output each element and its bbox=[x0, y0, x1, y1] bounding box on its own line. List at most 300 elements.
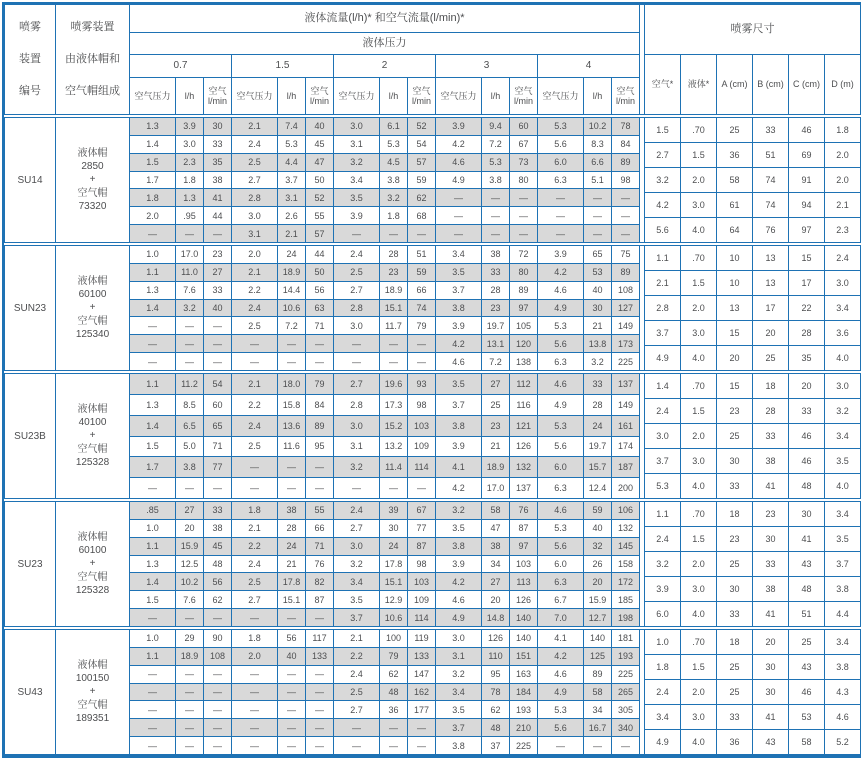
flow-cell: 3.7 bbox=[436, 282, 481, 299]
flow-cell: 68 bbox=[408, 207, 435, 224]
flow-cell: 23 bbox=[204, 246, 231, 263]
flow-cell: 5.3 bbox=[538, 416, 583, 436]
flow-cell: — bbox=[130, 684, 175, 701]
flow-cell: 200 bbox=[612, 478, 639, 498]
flow-cell: 3.2 bbox=[436, 666, 481, 683]
flow-cell: 6.3 bbox=[538, 573, 583, 590]
flow-cell: 187 bbox=[612, 457, 639, 477]
flow-cell: 2.0 bbox=[232, 246, 277, 263]
header-flow-title: 液体流量(l/h)* 和空气流量(l/min)* bbox=[130, 5, 639, 32]
spray-cell: 36 bbox=[717, 143, 752, 167]
flow-cell: 7.2 bbox=[482, 353, 509, 370]
flow-cell: 48 bbox=[482, 719, 509, 736]
flow-cell: 87 bbox=[306, 591, 333, 608]
spray-cell: 3.4 bbox=[645, 705, 680, 729]
flow-cell: 2.1 bbox=[232, 520, 277, 537]
flow-cell: 2.5 bbox=[334, 684, 379, 701]
flow-cell: 3.1 bbox=[334, 136, 379, 153]
flow-cell: 114 bbox=[408, 457, 435, 477]
flow-cell: 95 bbox=[306, 437, 333, 457]
spray-cell: 13 bbox=[753, 246, 788, 270]
flow-cell: — bbox=[130, 225, 175, 242]
spray-cell: .70 bbox=[681, 374, 716, 398]
device-group-SU14 bbox=[4, 117, 861, 243]
spray-cell: 4.2 bbox=[645, 193, 680, 217]
flow-cell: — bbox=[232, 701, 277, 718]
flow-cell: 12.9 bbox=[380, 591, 407, 608]
spray-cell: 4.0 bbox=[681, 218, 716, 242]
flow-cell: — bbox=[278, 666, 305, 683]
flow-cell: — bbox=[176, 478, 203, 498]
flow-cell: — bbox=[176, 719, 203, 736]
flow-cell: 3.9 bbox=[176, 118, 203, 135]
flow-cell: — bbox=[232, 684, 277, 701]
flow-cell: 108 bbox=[204, 648, 231, 665]
flow-cell: — bbox=[482, 189, 509, 206]
flow-cell: 1.7 bbox=[130, 457, 175, 477]
spray-cell: 51 bbox=[789, 602, 824, 626]
flow-cell: 210 bbox=[510, 719, 537, 736]
flow-cell: 3.1 bbox=[232, 225, 277, 242]
flow-cell: 15.9 bbox=[584, 591, 611, 608]
spray-cell: 25 bbox=[717, 655, 752, 679]
header-caps-line: 由液体帽和 bbox=[65, 53, 120, 66]
flow-cell: 5.1 bbox=[584, 172, 611, 189]
spray-cell: 3.4 bbox=[825, 424, 860, 448]
device-caps-line: 空气帽 bbox=[77, 187, 108, 199]
spray-cell: 28 bbox=[753, 399, 788, 423]
header-spray-col: A (cm) bbox=[717, 55, 752, 114]
spray-cell: 2.4 bbox=[645, 680, 680, 704]
flow-cell: 137 bbox=[612, 374, 639, 394]
flow-cell: 98 bbox=[408, 395, 435, 415]
spray-cell: 3.2 bbox=[645, 552, 680, 576]
spray-cell: 1.5 bbox=[681, 655, 716, 679]
flow-cell: 78 bbox=[612, 118, 639, 135]
spray-cell: 3.4 bbox=[825, 502, 860, 526]
flow-cell: — bbox=[306, 353, 333, 370]
flow-cell: 26 bbox=[584, 556, 611, 573]
flow-cell: 1.4 bbox=[130, 136, 175, 153]
spray-cell: 6.0 bbox=[645, 602, 680, 626]
flow-cell: 65 bbox=[204, 416, 231, 436]
flow-cell: — bbox=[482, 207, 509, 224]
spray-cell: 25 bbox=[789, 630, 824, 654]
flow-cell: 32 bbox=[584, 538, 611, 555]
spray-cell: 53 bbox=[789, 705, 824, 729]
flow-cell: 1.8 bbox=[380, 207, 407, 224]
flow-cell: 44 bbox=[306, 246, 333, 263]
flow-cell: 3.8 bbox=[436, 300, 481, 317]
flow-cell: 193 bbox=[510, 701, 537, 718]
spray-cell: 3.0 bbox=[681, 705, 716, 729]
flow-cell: 15.1 bbox=[380, 573, 407, 590]
flow-cell: 19.7 bbox=[584, 437, 611, 457]
flow-cell: 13.2 bbox=[380, 437, 407, 457]
flow-cell: 132 bbox=[612, 520, 639, 537]
flow-cell: — bbox=[130, 353, 175, 370]
flow-cell: 4.6 bbox=[436, 154, 481, 171]
spray-cell: 1.5 bbox=[681, 527, 716, 551]
spray-cell: 41 bbox=[753, 705, 788, 729]
flow-cell: — bbox=[538, 207, 583, 224]
flow-cell: 57 bbox=[408, 154, 435, 171]
flow-cell: 56 bbox=[204, 573, 231, 590]
flow-cell: 145 bbox=[612, 538, 639, 555]
flow-cell: 2.4 bbox=[232, 556, 277, 573]
spray-cell: 3.2 bbox=[825, 399, 860, 423]
device-caps-line: + bbox=[89, 686, 96, 698]
flow-cell: — bbox=[130, 701, 175, 718]
flow-cell: 3.8 bbox=[436, 737, 481, 754]
spray-cell: .70 bbox=[681, 502, 716, 526]
flow-cell: — bbox=[510, 225, 537, 242]
flow-cell: 121 bbox=[510, 416, 537, 436]
spray-cell: 4.6 bbox=[825, 705, 860, 729]
flow-cell: 133 bbox=[306, 648, 333, 665]
flow-cell: — bbox=[130, 317, 175, 334]
spray-cell: 46 bbox=[789, 449, 824, 473]
flow-cell: 3.2 bbox=[436, 502, 481, 519]
spray-cell: 33 bbox=[717, 474, 752, 498]
spray-cell: 43 bbox=[753, 730, 788, 754]
spray-cell: 76 bbox=[753, 218, 788, 242]
flow-cell: 2.1 bbox=[232, 264, 277, 281]
flow-cell: 10.6 bbox=[278, 300, 305, 317]
flow-cell: 3.7 bbox=[436, 719, 481, 736]
flow-cell: 4.6 bbox=[538, 374, 583, 394]
flow-cell: 24 bbox=[278, 246, 305, 263]
spray-cell: 3.0 bbox=[681, 449, 716, 473]
flow-cell: 40 bbox=[584, 282, 611, 299]
spray-cell: 2.0 bbox=[681, 296, 716, 320]
spray-cell: 2.0 bbox=[681, 424, 716, 448]
flow-cell: 27 bbox=[204, 264, 231, 281]
flow-cell: 140 bbox=[584, 630, 611, 647]
spray-cell: 64 bbox=[717, 218, 752, 242]
flow-cell: 15.1 bbox=[278, 591, 305, 608]
spray-cell: 1.1 bbox=[645, 502, 680, 526]
flow-cell: 5.6 bbox=[538, 719, 583, 736]
spray-cell: 33 bbox=[717, 602, 752, 626]
flow-cell: 79 bbox=[380, 648, 407, 665]
flow-cell: 2.4 bbox=[232, 136, 277, 153]
flow-cell: 3.2 bbox=[334, 556, 379, 573]
flow-cell: 6.3 bbox=[538, 478, 583, 498]
flow-cell: 2.8 bbox=[334, 395, 379, 415]
flow-cell: 89 bbox=[612, 264, 639, 281]
flow-cell: — bbox=[612, 207, 639, 224]
spray-cell: 15 bbox=[717, 321, 752, 345]
flow-cell: 137 bbox=[510, 478, 537, 498]
header-device-number-line: 装置 bbox=[19, 53, 41, 66]
spray-cell: 3.0 bbox=[681, 193, 716, 217]
device-caps-line: 液体帽 bbox=[77, 660, 108, 672]
flow-cell: 1.8 bbox=[232, 502, 277, 519]
flow-cell: 3.9 bbox=[334, 207, 379, 224]
flow-cell: 100 bbox=[380, 630, 407, 647]
flow-cell: — bbox=[176, 609, 203, 626]
flow-cell: 3.0 bbox=[436, 630, 481, 647]
header-sub-col: 空气压力 bbox=[334, 78, 379, 114]
flow-cell: 1.3 bbox=[130, 282, 175, 299]
flow-cell: — bbox=[204, 335, 231, 352]
flow-cell: — bbox=[334, 225, 379, 242]
flow-cell: 3.2 bbox=[380, 189, 407, 206]
spray-cell: 5.6 bbox=[645, 218, 680, 242]
flow-cell: 1.8 bbox=[176, 172, 203, 189]
flow-cell: 13.1 bbox=[482, 335, 509, 352]
flow-cell: 5.3 bbox=[538, 317, 583, 334]
header-spray-col: 空气* bbox=[645, 55, 680, 114]
flow-cell: — bbox=[232, 457, 277, 477]
flow-cell: 5.6 bbox=[538, 335, 583, 352]
flow-cell: 3.9 bbox=[436, 118, 481, 135]
device-caps-line: 40100 bbox=[78, 417, 107, 429]
flow-cell: 27 bbox=[176, 502, 203, 519]
header-spray-size-title: 喷雾尺寸 bbox=[645, 5, 860, 54]
flow-cell: 17.8 bbox=[278, 573, 305, 590]
flow-cell: — bbox=[278, 737, 305, 754]
flow-cell: 3.0 bbox=[334, 317, 379, 334]
spray-dimensions bbox=[645, 246, 860, 370]
flow-cell: 79 bbox=[306, 374, 333, 394]
flow-cell: — bbox=[584, 225, 611, 242]
flow-cell: 3.0 bbox=[334, 416, 379, 436]
flow-cell: 71 bbox=[204, 437, 231, 457]
flow-cell: 18.9 bbox=[380, 282, 407, 299]
spray-cell: 23 bbox=[717, 399, 752, 423]
flow-cell: — bbox=[204, 719, 231, 736]
flow-cell: 18.9 bbox=[176, 648, 203, 665]
flow-cell: 4.1 bbox=[436, 457, 481, 477]
header-sub-col: 空气 l/min bbox=[204, 78, 231, 114]
flow-cell: 6.3 bbox=[538, 353, 583, 370]
flow-cell: — bbox=[130, 719, 175, 736]
flow-cell: 10.2 bbox=[584, 118, 611, 135]
flow-cell: 3.2 bbox=[334, 154, 379, 171]
flow-cell: — bbox=[306, 478, 333, 498]
flow-cell: 1.5 bbox=[130, 437, 175, 457]
spray-cell: 15 bbox=[789, 246, 824, 270]
flow-cell: 55 bbox=[306, 207, 333, 224]
flow-cell: 3.7 bbox=[278, 172, 305, 189]
flow-cell: 2.1 bbox=[278, 225, 305, 242]
flow-cell: — bbox=[436, 189, 481, 206]
flow-cell: 4.2 bbox=[538, 264, 583, 281]
flow-cell: — bbox=[204, 737, 231, 754]
flow-cell: 21 bbox=[482, 437, 509, 457]
spray-cell: 48 bbox=[789, 577, 824, 601]
spray-cell: 1.5 bbox=[645, 118, 680, 142]
flow-cell: 77 bbox=[204, 457, 231, 477]
header-device-number-line: 喷雾 bbox=[19, 21, 41, 34]
flow-cell: — bbox=[538, 225, 583, 242]
flow-cell: 133 bbox=[408, 648, 435, 665]
spray-cell: 18 bbox=[753, 374, 788, 398]
header-liquid-pressure-title: 液体压力 bbox=[130, 33, 639, 54]
flow-cell: 193 bbox=[612, 648, 639, 665]
flow-cell: 1.1 bbox=[130, 264, 175, 281]
flow-cell: 6.6 bbox=[584, 154, 611, 171]
device-caps-line: 空气帽 bbox=[77, 571, 108, 583]
flow-cell: 105 bbox=[510, 317, 537, 334]
flow-cell: 103 bbox=[408, 573, 435, 590]
flow-cell: 8.5 bbox=[176, 395, 203, 415]
flow-cell: 37 bbox=[482, 737, 509, 754]
flow-cell: 340 bbox=[612, 719, 639, 736]
flow-cell: — bbox=[204, 701, 231, 718]
spray-cell: 74 bbox=[753, 168, 788, 192]
flow-cell: 103 bbox=[408, 416, 435, 436]
flow-cell: 3.1 bbox=[436, 648, 481, 665]
flow-cell: 33 bbox=[584, 374, 611, 394]
flow-cell: 28 bbox=[278, 520, 305, 537]
flow-cell: 44 bbox=[204, 207, 231, 224]
flow-cell: — bbox=[510, 207, 537, 224]
flow-cell: — bbox=[204, 609, 231, 626]
spray-cell: 2.8 bbox=[645, 296, 680, 320]
flow-cell: 3.5 bbox=[436, 374, 481, 394]
spray-cell: 46 bbox=[789, 424, 824, 448]
flow-cell: 56 bbox=[278, 630, 305, 647]
flow-cell: 13.8 bbox=[584, 335, 611, 352]
spray-cell: .70 bbox=[681, 630, 716, 654]
flow-cell: 36 bbox=[380, 701, 407, 718]
spray-cell: 3.9 bbox=[645, 577, 680, 601]
spray-cell: 4.9 bbox=[645, 346, 680, 370]
flow-cell: 2.7 bbox=[334, 282, 379, 299]
flow-cell: 52 bbox=[306, 189, 333, 206]
spray-cell: 1.4 bbox=[645, 374, 680, 398]
flow-cell: 71 bbox=[306, 317, 333, 334]
flow-cell: — bbox=[538, 737, 583, 754]
section-divider bbox=[640, 630, 644, 754]
flow-cell: — bbox=[204, 353, 231, 370]
flow-cell: — bbox=[306, 609, 333, 626]
flow-cell: — bbox=[232, 478, 277, 498]
flow-cell: 18.0 bbox=[278, 374, 305, 394]
flow-cell: 265 bbox=[612, 684, 639, 701]
spray-dimensions bbox=[645, 630, 860, 754]
spray-cell: 35 bbox=[789, 346, 824, 370]
spray-cell: 2.0 bbox=[681, 168, 716, 192]
spray-cell: 2.4 bbox=[825, 246, 860, 270]
flow-cell: 14.4 bbox=[278, 282, 305, 299]
flow-cell: 18.9 bbox=[482, 457, 509, 477]
spray-cell: 46 bbox=[789, 680, 824, 704]
flow-cell: 1.3 bbox=[130, 395, 175, 415]
flow-cell: 109 bbox=[408, 437, 435, 457]
flow-cell: 185 bbox=[612, 591, 639, 608]
flow-cell: — bbox=[306, 684, 333, 701]
flow-cell: 14.8 bbox=[482, 609, 509, 626]
spray-cell: 97 bbox=[789, 218, 824, 242]
section-divider bbox=[640, 118, 644, 242]
flow-cell: — bbox=[306, 666, 333, 683]
flow-cell: 10.2 bbox=[176, 573, 203, 590]
spray-cell: 13 bbox=[717, 296, 752, 320]
flow-cell: 225 bbox=[612, 353, 639, 370]
spray-cell: 2.7 bbox=[645, 143, 680, 167]
spray-cell: 22 bbox=[789, 296, 824, 320]
spray-cell: 20 bbox=[753, 630, 788, 654]
flow-cell: 52 bbox=[408, 118, 435, 135]
flow-cell: 5.3 bbox=[482, 154, 509, 171]
flow-cell: 27 bbox=[482, 374, 509, 394]
flow-cell: — bbox=[408, 478, 435, 498]
device-id: SU23B bbox=[5, 374, 55, 498]
flow-cell: 89 bbox=[584, 666, 611, 683]
flow-cell: 35 bbox=[204, 154, 231, 171]
flow-cell: 84 bbox=[612, 136, 639, 153]
spray-cell: 1.5 bbox=[681, 271, 716, 295]
flow-cell: 3.5 bbox=[334, 189, 379, 206]
spray-cell: 4.9 bbox=[645, 730, 680, 754]
spray-dimensions bbox=[645, 118, 860, 242]
flow-cell: — bbox=[278, 457, 305, 477]
flow-cell: 2.5 bbox=[334, 264, 379, 281]
flow-cell: — bbox=[584, 189, 611, 206]
spray-cell: 2.4 bbox=[645, 399, 680, 423]
flow-cell: 15.7 bbox=[584, 457, 611, 477]
flow-cell: 11.6 bbox=[278, 437, 305, 457]
flow-cell: 114 bbox=[408, 609, 435, 626]
flow-cell: 184 bbox=[510, 684, 537, 701]
flow-cell: 1.5 bbox=[130, 154, 175, 171]
flow-cell: 38 bbox=[204, 520, 231, 537]
flow-cell: 93 bbox=[408, 374, 435, 394]
flow-cell: 158 bbox=[612, 556, 639, 573]
flow-cell: 79 bbox=[408, 317, 435, 334]
spray-cell: 4.0 bbox=[681, 474, 716, 498]
flow-cell: 4.6 bbox=[538, 502, 583, 519]
flow-cell: 90 bbox=[204, 630, 231, 647]
spray-cell: 4.4 bbox=[825, 602, 860, 626]
flow-cell: 97 bbox=[510, 538, 537, 555]
flow-cell: 23 bbox=[380, 264, 407, 281]
flow-cell: — bbox=[278, 335, 305, 352]
header-pressure-value: 0.7 bbox=[130, 55, 231, 77]
flow-cell: 6.1 bbox=[380, 118, 407, 135]
spray-cell: 3.5 bbox=[825, 527, 860, 551]
flow-cell: 89 bbox=[612, 154, 639, 171]
flow-cell: 3.2 bbox=[584, 353, 611, 370]
spray-cell: 1.5 bbox=[681, 143, 716, 167]
flow-cell: — bbox=[232, 353, 277, 370]
flow-cell: 4.2 bbox=[436, 335, 481, 352]
flow-cell: 198 bbox=[612, 609, 639, 626]
flow-cell: 4.6 bbox=[538, 666, 583, 683]
spray-cell: 20 bbox=[753, 321, 788, 345]
flow-cell: 162 bbox=[408, 684, 435, 701]
spray-cell: 61 bbox=[717, 193, 752, 217]
flow-cell: 62 bbox=[204, 591, 231, 608]
flow-cell: 116 bbox=[510, 395, 537, 415]
flow-cell: 63 bbox=[306, 300, 333, 317]
flow-cell: 4.9 bbox=[538, 300, 583, 317]
spray-cell: 2.0 bbox=[681, 552, 716, 576]
spray-cell: 3.4 bbox=[825, 296, 860, 320]
flow-cell: — bbox=[130, 666, 175, 683]
flow-cell: — bbox=[278, 609, 305, 626]
device-caps-line: 125340 bbox=[75, 328, 110, 340]
flow-cell: — bbox=[584, 737, 611, 754]
flow-cell: 12.7 bbox=[584, 609, 611, 626]
flow-cell: — bbox=[232, 719, 277, 736]
spec-table bbox=[2, 2, 861, 758]
section-divider bbox=[640, 246, 644, 370]
